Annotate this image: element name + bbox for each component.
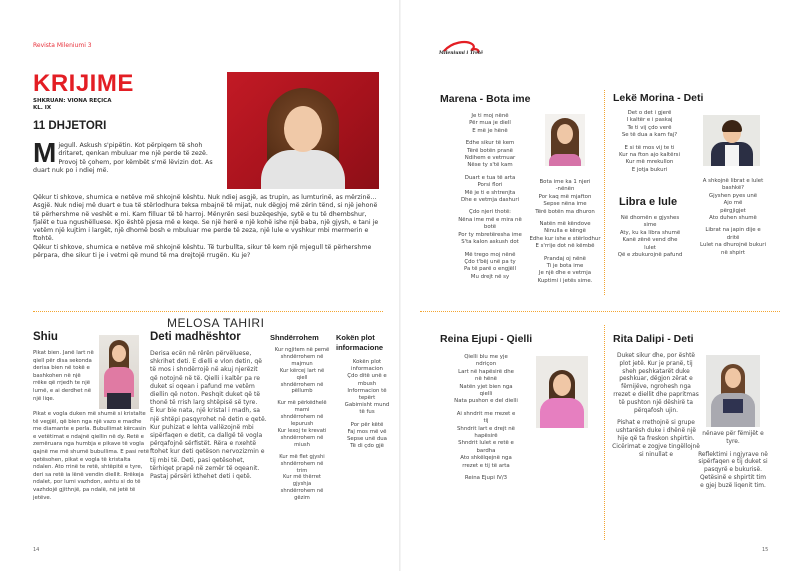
koken-poem <box>336 359 398 455</box>
poem-line: E më je hënë <box>472 127 508 134</box>
poem-line: pëllumb <box>291 388 313 395</box>
poem-stanza <box>440 252 540 282</box>
deti-paragraph: E kur bie nata, një kristal i madh, sa një shtëpi pasqyrohet në detin e qetë. Kur puhizat e lehta vallëzojnë mbi sipërfaqen e detit, ca dallgë të vogla përqafojnë sërfistët. Rëra e nxehtë ftohet kur deti qetëson nervozizmin e tij mbi të. Deti, pasi qetësohet, tërhiqet prapë në zemër të oqeanit. Pastaj përsëri kthehet deti i qetë. <box>150 407 267 481</box>
poem-line: Ajo më <box>723 200 743 207</box>
dotted-column-divider <box>604 90 605 295</box>
poem-line: Je ti moj nënë <box>471 113 509 119</box>
poem-line: Lart në hapësirë dhe <box>458 368 514 375</box>
rita-paragraph: nënave për fëmijët e tyre. <box>702 431 764 445</box>
poem-line: Kanë zënë vend dhe <box>622 237 678 244</box>
page-number-right: 15 <box>762 547 769 553</box>
poem-line: Çdo njeri thotë: <box>469 209 511 216</box>
poem-stanza <box>270 347 334 395</box>
leke-poem <box>612 110 687 179</box>
poem-line: tepërt <box>358 395 376 402</box>
reina-photo <box>536 356 588 428</box>
poem-line: lulet <box>644 244 656 251</box>
poem-line: Në dhomën e gjyshes <box>620 215 680 221</box>
intro-text: jegull. Askush s'pipëtin. Kot përpiqem të shoh dritaret, qenkan mbuluar me një perde të zezë. Provoj të çohem, por këmbët s'më lëvizin dot. As duart nuk po i ndiej më. <box>33 142 213 174</box>
poem-line: Librat na japin dije e <box>705 227 761 234</box>
shiu-text-part-1: Pikat bien. Janë lart në qiell për disa sekonda derisa bien në tokë e bashkohen në një rrëke që rrjedh te një lumë, e ai derdhet në një liqe. <box>33 350 94 402</box>
section-title: KRIJIME <box>33 70 134 97</box>
poem-line: Informacion të <box>347 387 387 394</box>
poem-line: Det o det i gjerë <box>627 110 672 116</box>
poem-stanza <box>440 411 532 470</box>
author-name: SHKRUAN: VIONA REÇICA <box>33 98 112 104</box>
poem-line: Por ty mbretëresha ime <box>458 231 522 238</box>
photo-face <box>557 124 573 144</box>
libra-poem-col2 <box>692 178 774 262</box>
poem-line: Gabimisht mund <box>344 402 390 409</box>
poem-line: mbush <box>357 380 377 387</box>
poem-stanza <box>529 179 601 216</box>
dotted-column-divider <box>604 325 605 540</box>
poem-line: shndërrohem në <box>280 414 324 421</box>
poem-line: botë <box>483 224 497 231</box>
rita-paragraph: Reflektimi i ngjyrave në sipërfaqen e tij duket si pasqyrë e bukurisë. Qetësinë e shpirtit tim e gjej buzë liqenit tim. <box>698 451 768 489</box>
marena-poem-col1 <box>440 113 540 286</box>
poem-stanza <box>692 178 774 222</box>
poem-line: Kuptimi i jetës sime. <box>537 277 593 284</box>
reina-stanzas <box>440 354 532 470</box>
photo-shirt <box>549 154 581 166</box>
poem-line: Pa të parë o engjëll <box>464 266 516 273</box>
page-number-left: 14 <box>33 547 40 553</box>
deti-text <box>150 350 267 481</box>
poem-line: hapësirë <box>474 433 498 440</box>
author-byline <box>33 98 111 112</box>
poem-line: Lulet na dhurojnë bukuri <box>700 242 766 249</box>
poem-stanza <box>610 215 690 259</box>
photo-hair <box>722 120 742 132</box>
poem-stanza <box>440 175 540 205</box>
libra-poem-col1 <box>610 215 690 264</box>
poem-line: Aty, ku ka libra shumë <box>619 229 681 236</box>
poem-line: majmun <box>291 360 313 367</box>
poem-line: në shpirt <box>721 249 745 256</box>
koken-title: Kokën plot informacione <box>336 333 384 352</box>
reina-poem <box>440 354 532 483</box>
deti-paragraph: Derisa ecën në rërën përvëluese, shkrihet deti. E dielli e vlon detin, që të mos i shndërrojë në akuj njerëzit që notojnë në të. Qielli i kaltër pa re duket si oqean i pafund me vetëm diellin që noton. Peshqit duket që të thonë të rrish larg shtëpisë së tyre. <box>150 350 262 407</box>
author-grade: KL. IX <box>33 105 52 111</box>
poem-line: Kur na fton ajo kaltërsi <box>619 152 680 159</box>
poem-line: Kur kërcej lart në <box>279 367 325 374</box>
poem-line: përgjigjet <box>720 207 746 214</box>
poem-line: trim <box>296 467 308 474</box>
author-photo <box>227 72 379 189</box>
rita-paragraph: Duket sikur dhe, por është plot jetë. Kur je pranë, tij sheh peshkatarët duke peshkuar, dëgjon zërat e fëmijëve, ngrohesh nga rrezet e diellit dhe papritmas të pushton një dëshirë ta përqafosh ujin. <box>613 353 699 414</box>
article-body <box>33 194 383 260</box>
poem-line: dritë <box>726 234 740 241</box>
poem-line: Dhe e vetmja dashuri <box>460 197 520 204</box>
photo-shirt-print <box>723 399 743 413</box>
poem-stanza <box>529 256 601 286</box>
poem-stanza <box>440 140 540 170</box>
poem-line: Çdo t'bëj unë pa ty <box>464 258 516 265</box>
rita-paragraph: Pishat e rrethojnë si grupe ushtarësh duke i dhënë një hije që ta freskon shpirtin. Cicërimat e zogjve tingëllojnë si ninullat e <box>612 420 700 458</box>
poem-line: Ninulla e këngë <box>544 228 586 235</box>
marena-poem-col2 <box>529 179 601 290</box>
poem-stanza <box>692 227 774 257</box>
poem-line: shndërrohem në <box>280 460 324 467</box>
spine-divider <box>399 0 401 571</box>
photo-shirt <box>540 398 584 428</box>
article-title: 11 DHJETORI <box>33 120 107 132</box>
poem-line: Edhe sikur të kem <box>465 140 515 147</box>
leke-title: Lekë Morina - Deti <box>613 92 704 104</box>
poem-line: Mu drejt në sy <box>470 273 510 280</box>
poem-line: Bota ime ka 1 njeri <box>539 179 591 185</box>
poem-line: mami <box>294 407 310 414</box>
poem-line: Nëna ime më e mira në <box>458 216 522 223</box>
article-paragraph: Qëkur ti shkove, shumica e netëve më shkojnë kështu. Nuk ndiej asgjë, as trupin, as lumturinë, as mërzinë... Asgjë. Nuk ndiej më duart e tua të stërlodhura teksa mbajnë të mijat, nuk dëgjoj më zërin tënd, si një jehonë të përhershme në veshët e mi. Kam filluar të të harroj. Mënyrën sesi buzëqeshje, sytë e tu të dhembshur, fjalët e tua ngushëlluese. Kjo është pjesa më e keqe. Se një herë e një kohë ishe një baba, një gjysh, e tani je vetëm një kujtim i largët, një dhomë bosh e mbuluar me perde të zeza, një lule e vyshkur mbi mermerin e ftohtë. <box>33 194 379 243</box>
running-head: Revista Mileniumi 3 <box>33 42 92 49</box>
shnderrohem-poem <box>270 347 334 507</box>
poem-line: Gjyshen pyes unë <box>708 192 758 199</box>
poem-line: I kaltër e i paskaj <box>626 117 673 124</box>
poem-stanza <box>529 221 601 251</box>
poem-line: Edhe kur ishe e stërlodhur <box>529 235 601 242</box>
rita-photo <box>706 355 760 427</box>
poem-line: bashkë? <box>721 185 745 192</box>
shiu-title: Shiu <box>33 331 58 343</box>
poem-line: -nënën <box>555 186 575 193</box>
marena-photo <box>545 114 585 166</box>
photo-tee <box>725 145 739 166</box>
reina-signature: Reina Ejupi IV/3 <box>464 475 508 482</box>
leke-photo <box>703 115 760 166</box>
poem-line: qiell <box>296 374 308 381</box>
second-author-name: MELOSA TAHIRI <box>167 316 265 330</box>
poem-stanza <box>270 454 334 502</box>
poem-line: lepurush <box>290 421 314 428</box>
poem-line: Ti je bota ime <box>546 263 584 270</box>
poem-line: Sepse unë dua <box>346 436 387 443</box>
poem-stanza <box>270 400 334 448</box>
poem-line: Ato duhen shumë <box>709 215 757 222</box>
rita-text-col1 <box>612 353 700 464</box>
poem-line: Kur më thërret <box>283 474 321 481</box>
poem-line: S'ta kalon askush dot <box>461 239 519 246</box>
poem-line: informacion <box>351 366 383 373</box>
poem-stanza <box>440 113 540 135</box>
poem-line: E s'rrije dot në këmbë <box>535 243 595 250</box>
poem-stanza <box>440 354 532 406</box>
rita-title: Rita Dalipi - Deti <box>613 333 694 345</box>
poem-line: Tërë botën pranë <box>467 147 513 154</box>
poem-line: Te ti vij çdo verë <box>627 124 672 131</box>
poem-line: Kur më përkëdhelë <box>277 400 327 407</box>
photo-hoodie <box>261 150 345 189</box>
poem-line: shndërrohem në <box>280 353 324 360</box>
poem-line: Kur më mrekullon <box>625 159 674 166</box>
photo-face <box>112 345 126 362</box>
shiu-text-part-2: Pikat e vogla duken më shumë si kristalte të vegjël, që bien nga një vazo e madhe me diamante e perla. Bubullimat kërcasin e vetëtimat e ndajnë qiellin në dy. Retë e zemëruara nga humbja e pikave të vogla qajnë me më shumë bubullima. E pasi retë qetësohen, pikat e vogla të kristalta ndalen. Ato rrinë te retë, shtëpitë e tyre, deri sa retë ia lënë vendin diellit. Rrëkeja ndalet, por lumi vazhdon, ashtu si do të vazhdojë gjithnjë, pa ndalë, në jetë të jetëve. <box>33 411 150 501</box>
drop-cap: M <box>33 137 57 168</box>
poem-line: sime <box>643 222 657 229</box>
poem-line: Tërë botën ma dhuron <box>535 208 595 215</box>
article-paragraph: Qëkur ti shkove, shumica e netëve më shkojnë kështu. Të turbullta, sikur të kem një mjegull të përhershme përpara, dhe sikur ti je i vetmi që mund të ma drejtojë rrugën. Ku je? <box>33 243 372 260</box>
marena-title: Marena - Bota ime <box>440 93 531 105</box>
poem-line: Prandaj oj nënë <box>543 255 586 262</box>
poem-line: shndërrohem në <box>280 488 324 495</box>
dotted-divider <box>33 311 383 312</box>
poem-line: Natën më këndove <box>539 221 591 228</box>
poem-line: Faj mos më vë <box>347 428 387 435</box>
poem-line: Të di çdo gjë <box>350 443 384 450</box>
poem-line: Ai shndrit me rrezet e <box>456 410 516 417</box>
photo-skirt <box>107 393 131 409</box>
poem-line: Më trego moj nënë <box>464 251 516 258</box>
poem-line: Kur më flet gjyshi <box>279 453 325 460</box>
magazine-logo-icon <box>438 38 488 60</box>
poem-line: gëzim <box>294 495 310 502</box>
poem-line: Por kaq më mjafton <box>538 193 592 200</box>
poem-line: në hënë <box>475 376 497 383</box>
photo-face <box>725 368 741 388</box>
poem-line: Por për këtë <box>350 421 384 428</box>
poem-line: Qielli blu me yje <box>464 354 508 360</box>
poem-line: Se të dua a kam faj? <box>621 132 678 139</box>
photo-face <box>553 374 571 396</box>
libra-title: Libra e lule <box>619 196 678 208</box>
poem-line: Ndihem e vetmuar <box>464 155 516 162</box>
rita-text-col2 <box>698 431 768 496</box>
poem-stanza <box>612 145 687 175</box>
poem-line: Porsi flori <box>477 182 503 189</box>
poem-stanza <box>336 422 398 451</box>
poem-line: miush <box>294 441 310 448</box>
logo-text: Mileniumi i Tretë <box>439 51 484 56</box>
poem-line: Që e zbukurojnë pafund <box>617 252 683 259</box>
poem-line: Shndrit lart e drejt në <box>457 425 515 432</box>
melosa-photo <box>99 335 139 409</box>
poem-line: Shndrit lulet e retë e <box>458 440 514 447</box>
article-intro <box>33 137 223 175</box>
poem-line: Kokën plot <box>352 359 382 365</box>
poem-stanza <box>336 359 398 417</box>
poem-line: Ato shkëlqejnë nga <box>460 455 512 462</box>
photo-face <box>284 106 322 152</box>
shnderrohem-title: Shndërrohem <box>270 333 319 342</box>
poem-stanza <box>612 110 687 140</box>
deti-title: Deti madhështor <box>150 331 241 343</box>
poem-line: Kur ngjitem në pemë <box>274 347 330 353</box>
poem-line: Natën yjet bien nga <box>459 383 513 390</box>
poem-line: Duart e tua të arta <box>464 174 516 181</box>
poem-line: Çdo ditë unë e <box>347 373 387 380</box>
poem-line: ndriçon <box>475 361 497 368</box>
dotted-divider <box>420 311 780 312</box>
poem-line: shndërrohem në <box>280 381 324 388</box>
poem-line: rrezet e tij të arta <box>462 462 510 469</box>
poem-line: E si të mos vij te ti <box>624 144 675 151</box>
poem-line: qielli <box>479 391 493 398</box>
poem-line: Nata pushon e del dielli <box>454 398 518 405</box>
poem-line: Për mua je diell <box>469 120 511 127</box>
poem-line: Sepse nëna ime <box>543 201 587 208</box>
poem-line: tij <box>483 418 489 425</box>
poem-line: A shkojnë librat e lulet <box>702 178 764 184</box>
poem-line: Nëse ty s'të kam <box>467 162 513 169</box>
poem-line: Kur lexoj te krevati <box>277 427 327 434</box>
poem-line: bardha <box>476 447 496 454</box>
poem-line: Je një dhe e vetmja <box>538 270 592 277</box>
poem-line: të fus <box>359 409 375 416</box>
reina-title: Reina Ejupi - Qielli <box>440 333 533 345</box>
poem-line: Më je ti e shtrenjta <box>464 189 516 196</box>
poem-line: gjyshja <box>292 481 312 488</box>
poem-stanza <box>440 209 540 246</box>
poem-line: E jotja bukuri <box>631 166 668 173</box>
poem-line: shndërrohem në <box>280 434 324 441</box>
